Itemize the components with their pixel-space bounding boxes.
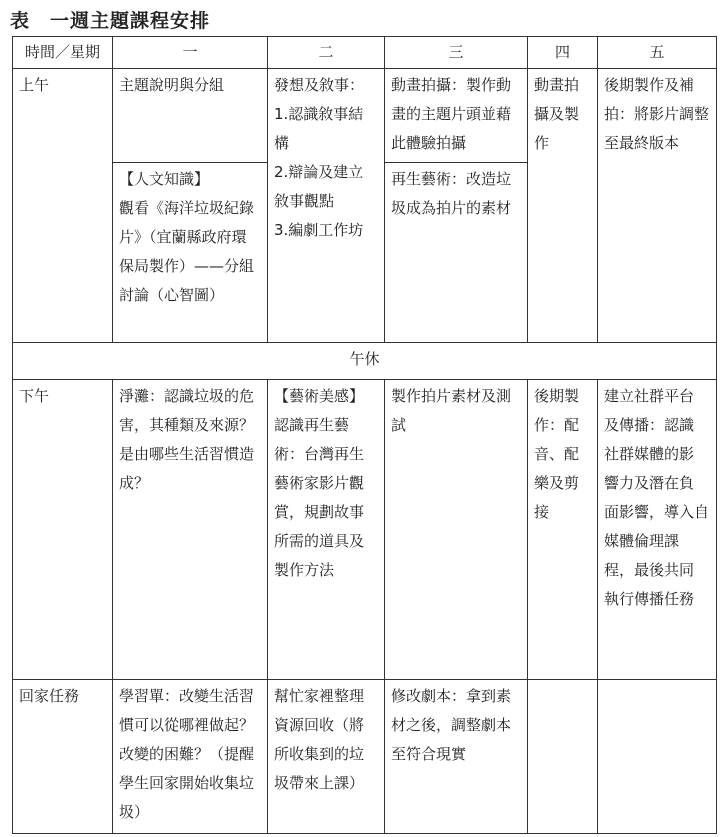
morning-row [13, 69, 717, 163]
homework-fri [598, 680, 717, 834]
lunch-row [13, 343, 717, 380]
morning-wed-bottom: 再生藝術：改造垃圾成為拍片的素材 [385, 163, 528, 343]
afternoon-mon: 淨灘：認識垃圾的危害，其種類及來源？是由哪些生活習慣造成？ [113, 380, 268, 680]
morning-mon-top: 主題說明與分組 [113, 69, 268, 163]
homework-thu [528, 680, 598, 834]
afternoon-wed: 製作拍片素材及測試 [385, 380, 528, 680]
afternoon-fri: 建立社群平台 及傳播：認識 社群媒體的影 響力及潛在負 面影響，導入自媒體倫理課 程，最後共同 執行傳播任務 [598, 380, 717, 680]
afternoon-row [13, 380, 717, 680]
homework-mon: 學習單：改變生活習慣可以從哪裡做起？改變的困難？（提醒學生回家開始收集垃圾） [113, 680, 268, 834]
morning-mon-bottom-text: 【人文知識】 觀看《海洋垃圾紀錄片》（宜蘭縣政府環保局製作）——分組討論（心智圖） [119, 170, 255, 304]
afternoon-tue-text: 【藝術美感】 認識再生藝術：台灣再生藝術家影片觀賞，規劃故事所需的道具及製作方法 [274, 387, 365, 579]
morning-tue-text: 發想及敘事： 1.認識敘事結構 2.辯論及建立敘事觀點 3.編劇工作坊 [274, 76, 365, 239]
morning-fri: 後期製作及補拍：將影片調整至最終版本 [598, 69, 717, 343]
header-mon: 一 [113, 37, 268, 69]
morning-wed-top: 動畫拍攝：製作動畫的主題片頭並藉此體驗拍攝 [385, 69, 528, 163]
table-title: 表 一週主題課程安排 [10, 10, 211, 32]
header-fri: 五 [598, 37, 717, 69]
header-thu: 四 [528, 37, 598, 69]
lunch-break: 午休 [13, 343, 717, 380]
afternoon-tue [268, 380, 385, 680]
morning-thu: 動畫拍攝及製作 [528, 69, 598, 343]
morning-mon-bottom [113, 163, 268, 343]
afternoon-thu: 後期製作：配音、配樂及剪接 [528, 380, 598, 680]
morning-label: 上午 [13, 69, 113, 343]
header-row [13, 37, 717, 69]
homework-label: 回家任務 [13, 680, 113, 834]
afternoon-label: 下午 [13, 380, 113, 680]
morning-tue [268, 69, 385, 343]
schedule-table [12, 36, 717, 834]
homework-tue: 幫忙家裡整理 資源回收（將所收集到的垃圾帶來上課） [268, 680, 385, 834]
header-wed: 三 [385, 37, 528, 69]
header-time-weekday: 時間／星期 [13, 37, 113, 69]
homework-wed: 修改劇本：拿到素材之後，調整劇本至符合現實 [385, 680, 528, 834]
homework-row [13, 680, 717, 834]
header-tue: 二 [268, 37, 385, 69]
